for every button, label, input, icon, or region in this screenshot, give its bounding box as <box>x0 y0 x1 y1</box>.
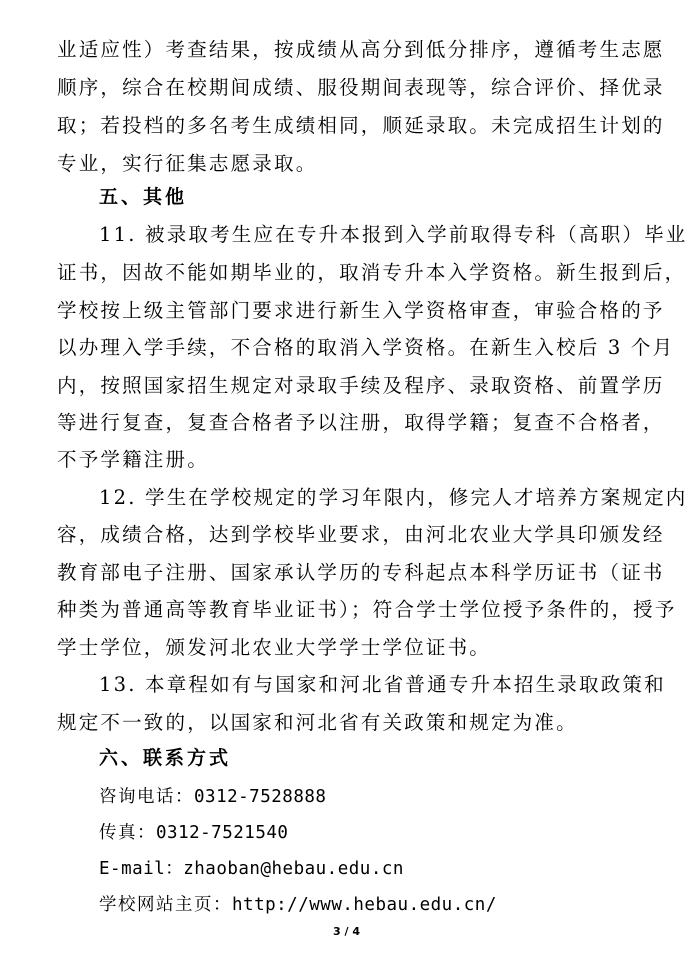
email-label: E-mail： <box>99 859 184 879</box>
paragraph-line: 专业，实行征集志愿录取。 <box>57 152 318 175</box>
website-link[interactable]: http://www.hebau.edu.cn/ <box>232 895 497 915</box>
paragraph-line: 顺序，综合在校期间成绩、服役期间表现等，综合评价、择优录 <box>57 76 665 99</box>
contact-fax <box>99 821 679 845</box>
item-line: 13. 本章程如有与国家和河北省普通专升本招生录取政策和 <box>99 673 666 696</box>
email-link[interactable]: zhaoban@hebau.edu.cn <box>183 859 404 879</box>
item-line: 证书，因故不能如期毕业的，取消专升本入学资格。新生报到后， <box>57 261 687 284</box>
fax-value: 0312-7521540 <box>156 823 289 843</box>
fax-label: 传真： <box>99 823 156 843</box>
section-heading: 六、联系方式 <box>99 747 232 769</box>
contact-website <box>99 893 679 917</box>
item-line: 规定不一致的，以国家和河北省有关政策和规定为准。 <box>57 711 578 734</box>
item-line: 学校按上级主管部门要求进行新生入学资格审查，审验合格的予 <box>57 299 665 322</box>
item-line: 内，按照国家招生规定对录取手续及程序、录取资格、前置学历 <box>57 374 665 397</box>
paragraph-line: 取；若投档的多名考生成绩相同，顺延录取。未完成招生计划的 <box>57 114 665 137</box>
paragraph-line: 业适应性）考查结果，按成绩从高分到低分排序，遵循考生志愿 <box>57 38 665 61</box>
item-line: 容，成绩合格，达到学校毕业要求，由河北农业大学具印颁发经 <box>57 523 665 546</box>
contact-phone <box>99 785 679 809</box>
item-line: 12. 学生在学校规定的学习年限内，修完人才培养方案规定内 <box>99 486 688 509</box>
item-line: 等进行复查，复查合格者予以注册，取得学籍；复查不合格者， <box>57 411 665 434</box>
phone-value: 0312-7528888 <box>194 787 327 807</box>
item-line: 不予学籍注册。 <box>57 448 209 471</box>
item-line: 教育部电子注册、国家承认学历的专科起点本科学历证书（证书 <box>57 561 665 584</box>
item-line: 种类为普通高等教育毕业证书）；符合学士学位授予条件的，授予 <box>57 598 677 621</box>
item-line: 以办理入学手续，不合格的取消入学资格。在新生入校后 3 个月 <box>57 336 675 359</box>
website-label: 学校网站主页： <box>99 895 232 915</box>
page-number: 3 / 4 <box>333 925 360 938</box>
item-line: 11. 被录取考生应在专升本报到入学前取得专科（高职）毕业 <box>99 223 688 246</box>
section-heading: 五、其他 <box>99 186 188 208</box>
contact-email <box>99 857 679 881</box>
phone-label: 咨询电话： <box>99 787 194 807</box>
item-line: 学士学位，颁发河北农业大学学士学位证书。 <box>57 636 492 659</box>
